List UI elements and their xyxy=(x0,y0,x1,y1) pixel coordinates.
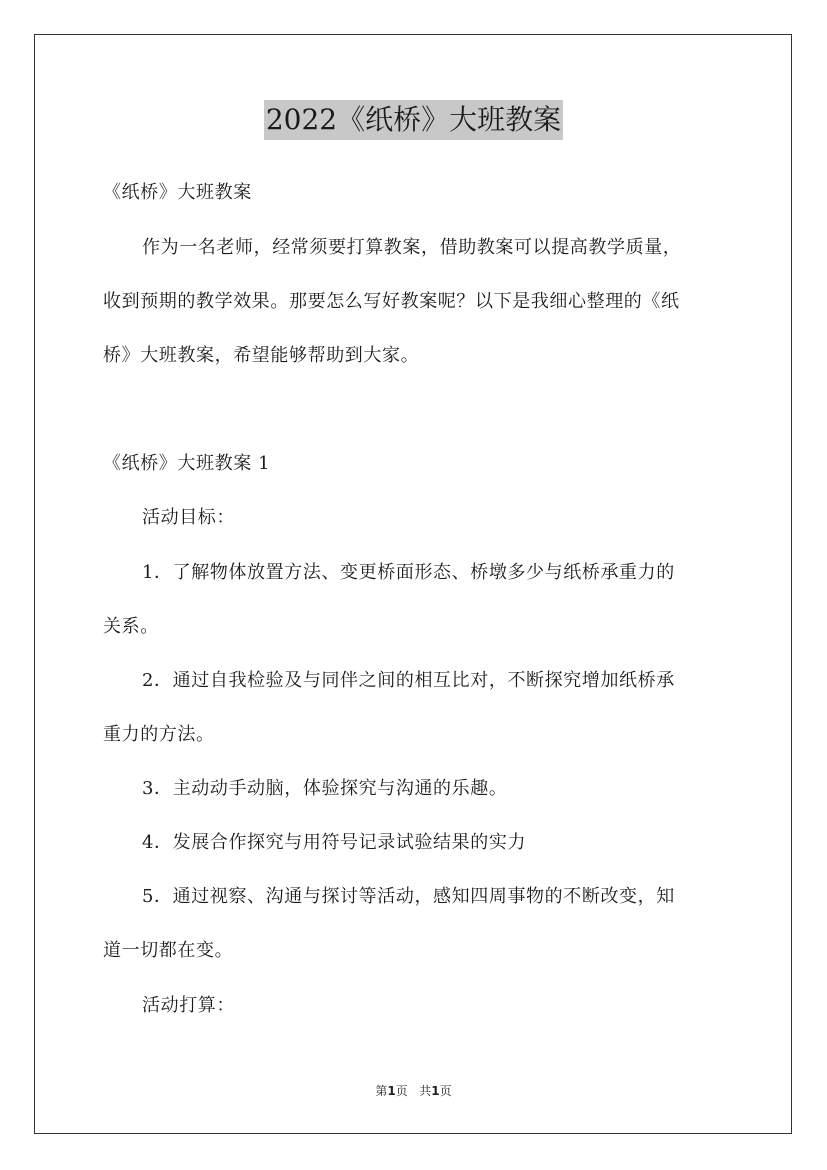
goal-line-6: 4．发展合作探究与用符号记录试验结果的实力 xyxy=(142,832,527,853)
document-subtitle: 《纸桥》大班教案 xyxy=(103,182,252,203)
footer-page-prefix: 第 xyxy=(375,1084,388,1098)
section-heading: 《纸桥》大班教案 1 xyxy=(103,453,271,474)
goal-line-8: 道一切都在变。 xyxy=(103,940,234,961)
page-footer xyxy=(0,1083,827,1099)
goal-line-7: 5．通过视察、沟通与探讨等活动，感知四周事物的不断改变，知 xyxy=(142,886,675,907)
footer-page-suffix: 页 xyxy=(395,1084,408,1098)
intro-line-1: 作为一名老师，经常须要打算教案，借助教案可以提高教学质量， xyxy=(142,237,682,258)
goal-line-5: 3．主动动手动脑，体验探究与沟通的乐趣。 xyxy=(142,778,508,799)
goal-line-3: 2．通过自我检验及与同伴之间的相互比对，不断探究增加纸桥承 xyxy=(142,670,675,691)
intro-line-2: 收到预期的教学效果。那要怎么写好教案呢？以下是我细心整理的《纸 xyxy=(103,291,680,312)
title-container xyxy=(0,100,827,140)
goal-line-2: 关系。 xyxy=(103,616,159,637)
footer-total-prefix: 共 xyxy=(419,1084,432,1098)
document-title: 2022《纸桥》大班教案 xyxy=(264,100,563,140)
footer-total-suffix: 页 xyxy=(439,1084,452,1098)
prep-label: 活动打算： xyxy=(142,995,235,1016)
goal-line-1: 1．了解物体放置方法、变更桥面形态、桥墩多少与纸桥承重力的 xyxy=(142,562,675,583)
footer-total-number: 1 xyxy=(431,1084,440,1098)
footer-page-number: 1 xyxy=(387,1084,396,1098)
intro-line-3: 桥》大班教案，希望能够帮助到大家。 xyxy=(103,345,420,366)
goals-label: 活动目标： xyxy=(142,507,235,528)
goal-line-4: 重力的方法。 xyxy=(103,724,215,745)
